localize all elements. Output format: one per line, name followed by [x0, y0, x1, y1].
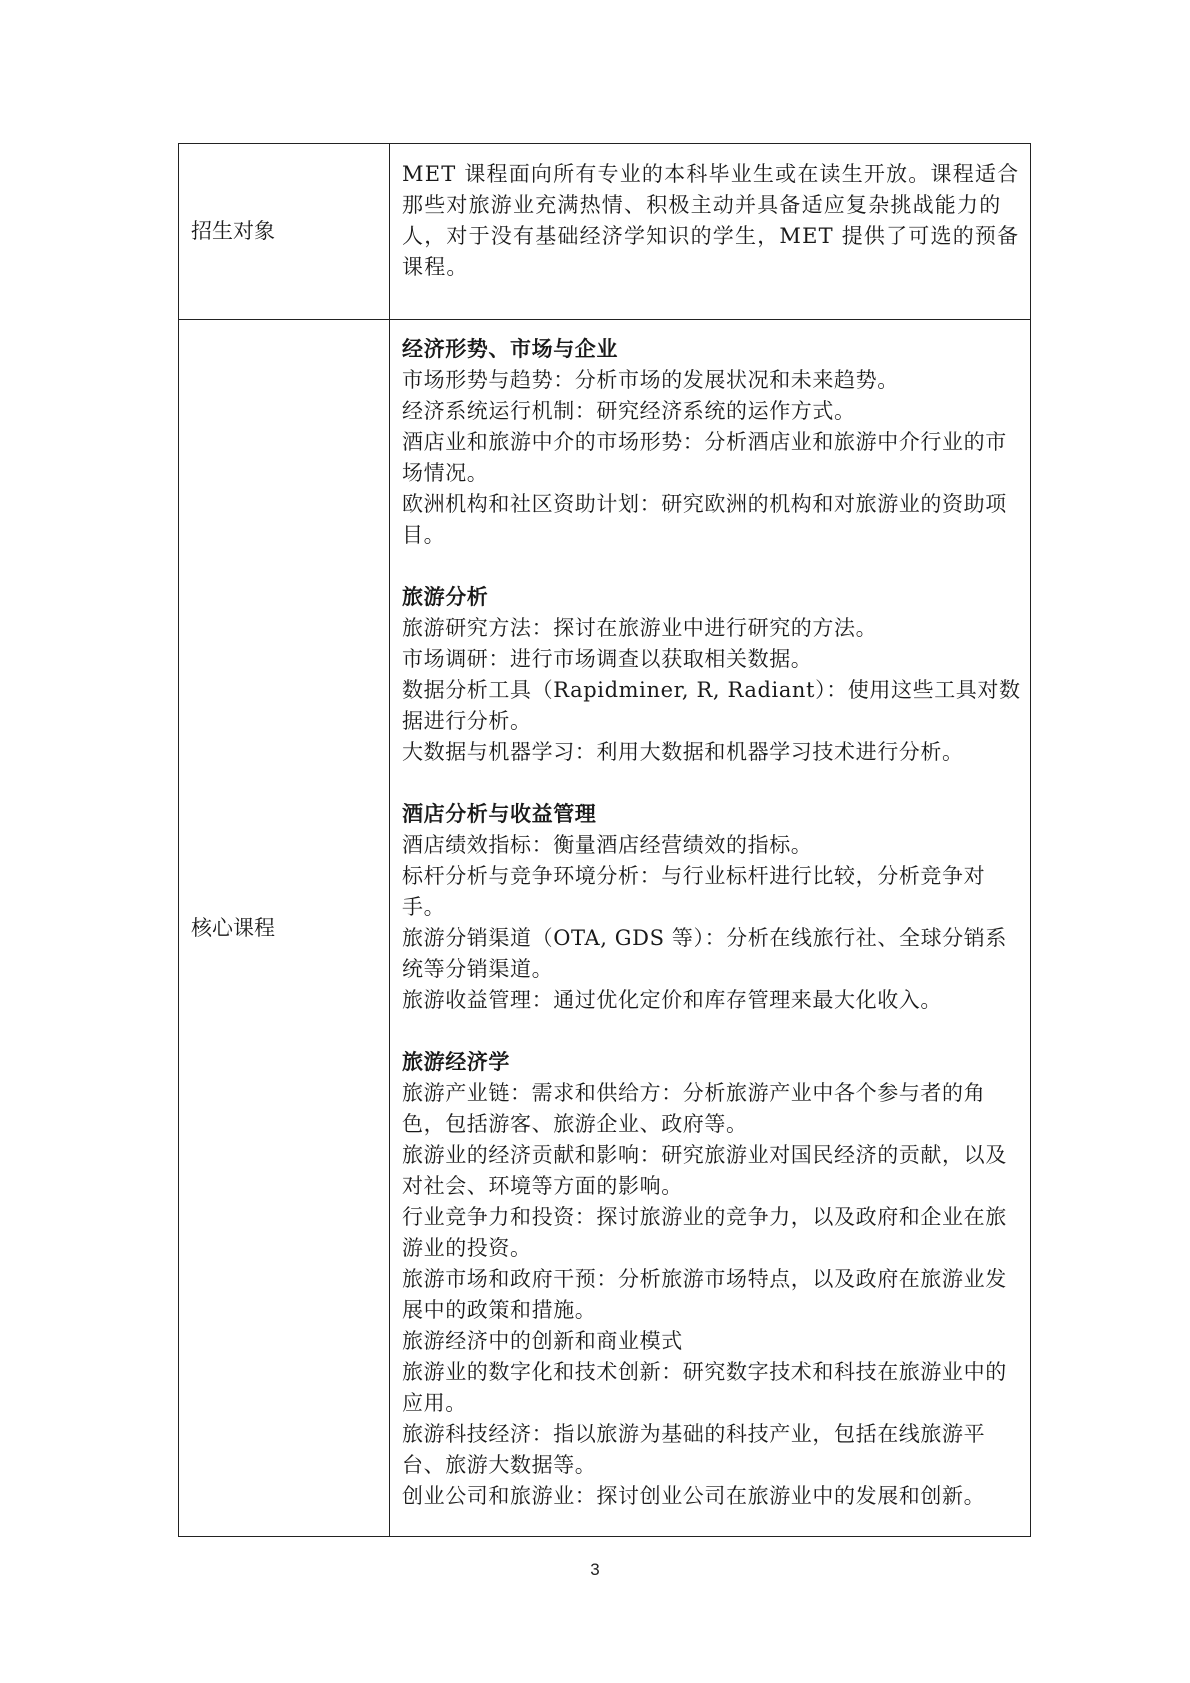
course-item: 标杆分析与竞争环境分析：与行业标杆进行比较，分析竞争对手。 [402, 864, 986, 919]
course-item: 旅游市场和政府干预：分析旅游市场特点，以及政府在旅游业发展中的政策和措施。 [402, 1267, 1007, 1322]
course-section [402, 582, 1022, 768]
core-courses-row [179, 320, 1031, 1537]
course-item: 旅游业的经济贡献和影响：研究旅游业对国民经济的贡献，以及对社会、环境等方面的影响。 [402, 1143, 1007, 1198]
section-title: 酒店分析与收益管理 [402, 802, 597, 826]
course-item: 旅游研究方法：探讨在旅游业中进行研究的方法。 [402, 616, 878, 640]
course-item: 大数据与机器学习：利用大数据和机器学习技术进行分析。 [402, 740, 964, 764]
course-item: 数据分析工具（Rapidminer, R, Radiant）：使用这些工具对数据进行分析。 [402, 678, 1021, 733]
course-section [402, 1047, 1022, 1512]
course-item: 欧洲机构和社区资助计划：研究欧洲的机构和对旅游业的资助项目。 [402, 492, 1007, 547]
core-courses-label: 核心课程 [179, 320, 390, 1537]
course-section [402, 334, 1022, 551]
course-item: 旅游产业链：需求和供给方：分析旅游产业中各个参与者的角色，包括游客、旅游企业、政府等。 [402, 1081, 986, 1136]
course-item: 酒店绩效指标：衡量酒店经营绩效的指标。 [402, 833, 813, 857]
course-item: 市场调研：进行市场调查以获取相关数据。 [402, 647, 813, 671]
course-item: 旅游业的数字化和技术创新：研究数字技术和科技在旅游业中的应用。 [402, 1360, 1007, 1415]
core-courses-content [390, 320, 1031, 1537]
admission-label: 招生对象 [179, 144, 390, 320]
section-title: 旅游经济学 [402, 1050, 510, 1074]
page-number: 3 [590, 1560, 600, 1579]
course-item: 酒店业和旅游中介的市场形势：分析酒店业和旅游中介行业的市场情况。 [402, 430, 1007, 485]
admission-row [179, 144, 1031, 320]
course-info-table [178, 143, 1031, 1537]
course-item: 旅游收益管理：通过优化定价和库存管理来最大化收入。 [402, 988, 942, 1012]
course-item: 经济系统运行机制：研究经济系统的运作方式。 [402, 399, 856, 423]
course-item: 市场形势与趋势：分析市场的发展状况和未来趋势。 [402, 368, 899, 392]
course-item: 旅游科技经济：指以旅游为基础的科技产业，包括在线旅游平台、旅游大数据等。 [402, 1422, 986, 1477]
course-item: 创业公司和旅游业：探讨创业公司在旅游业中的发展和创新。 [402, 1484, 986, 1508]
admission-text: MET 课程面向所有专业的本科毕业生或在读生开放。课程适合那些对旅游业充满热情、积极主动并具备适应复杂挑战能力的人，对于没有基础经济学知识的学生，MET 提供了可选的预备课程。 [390, 144, 1031, 320]
section-title: 旅游分析 [402, 585, 489, 609]
course-section [402, 799, 1022, 1016]
section-title: 经济形势、市场与企业 [402, 337, 618, 361]
course-item: 旅游分销渠道（OTA, GDS 等）：分析在线旅行社、全球分销系统等分销渠道。 [402, 926, 1007, 981]
course-item: 行业竞争力和投资：探讨旅游业的竞争力，以及政府和企业在旅游业的投资。 [402, 1205, 1007, 1260]
course-item: 旅游经济中的创新和商业模式 [402, 1329, 683, 1353]
